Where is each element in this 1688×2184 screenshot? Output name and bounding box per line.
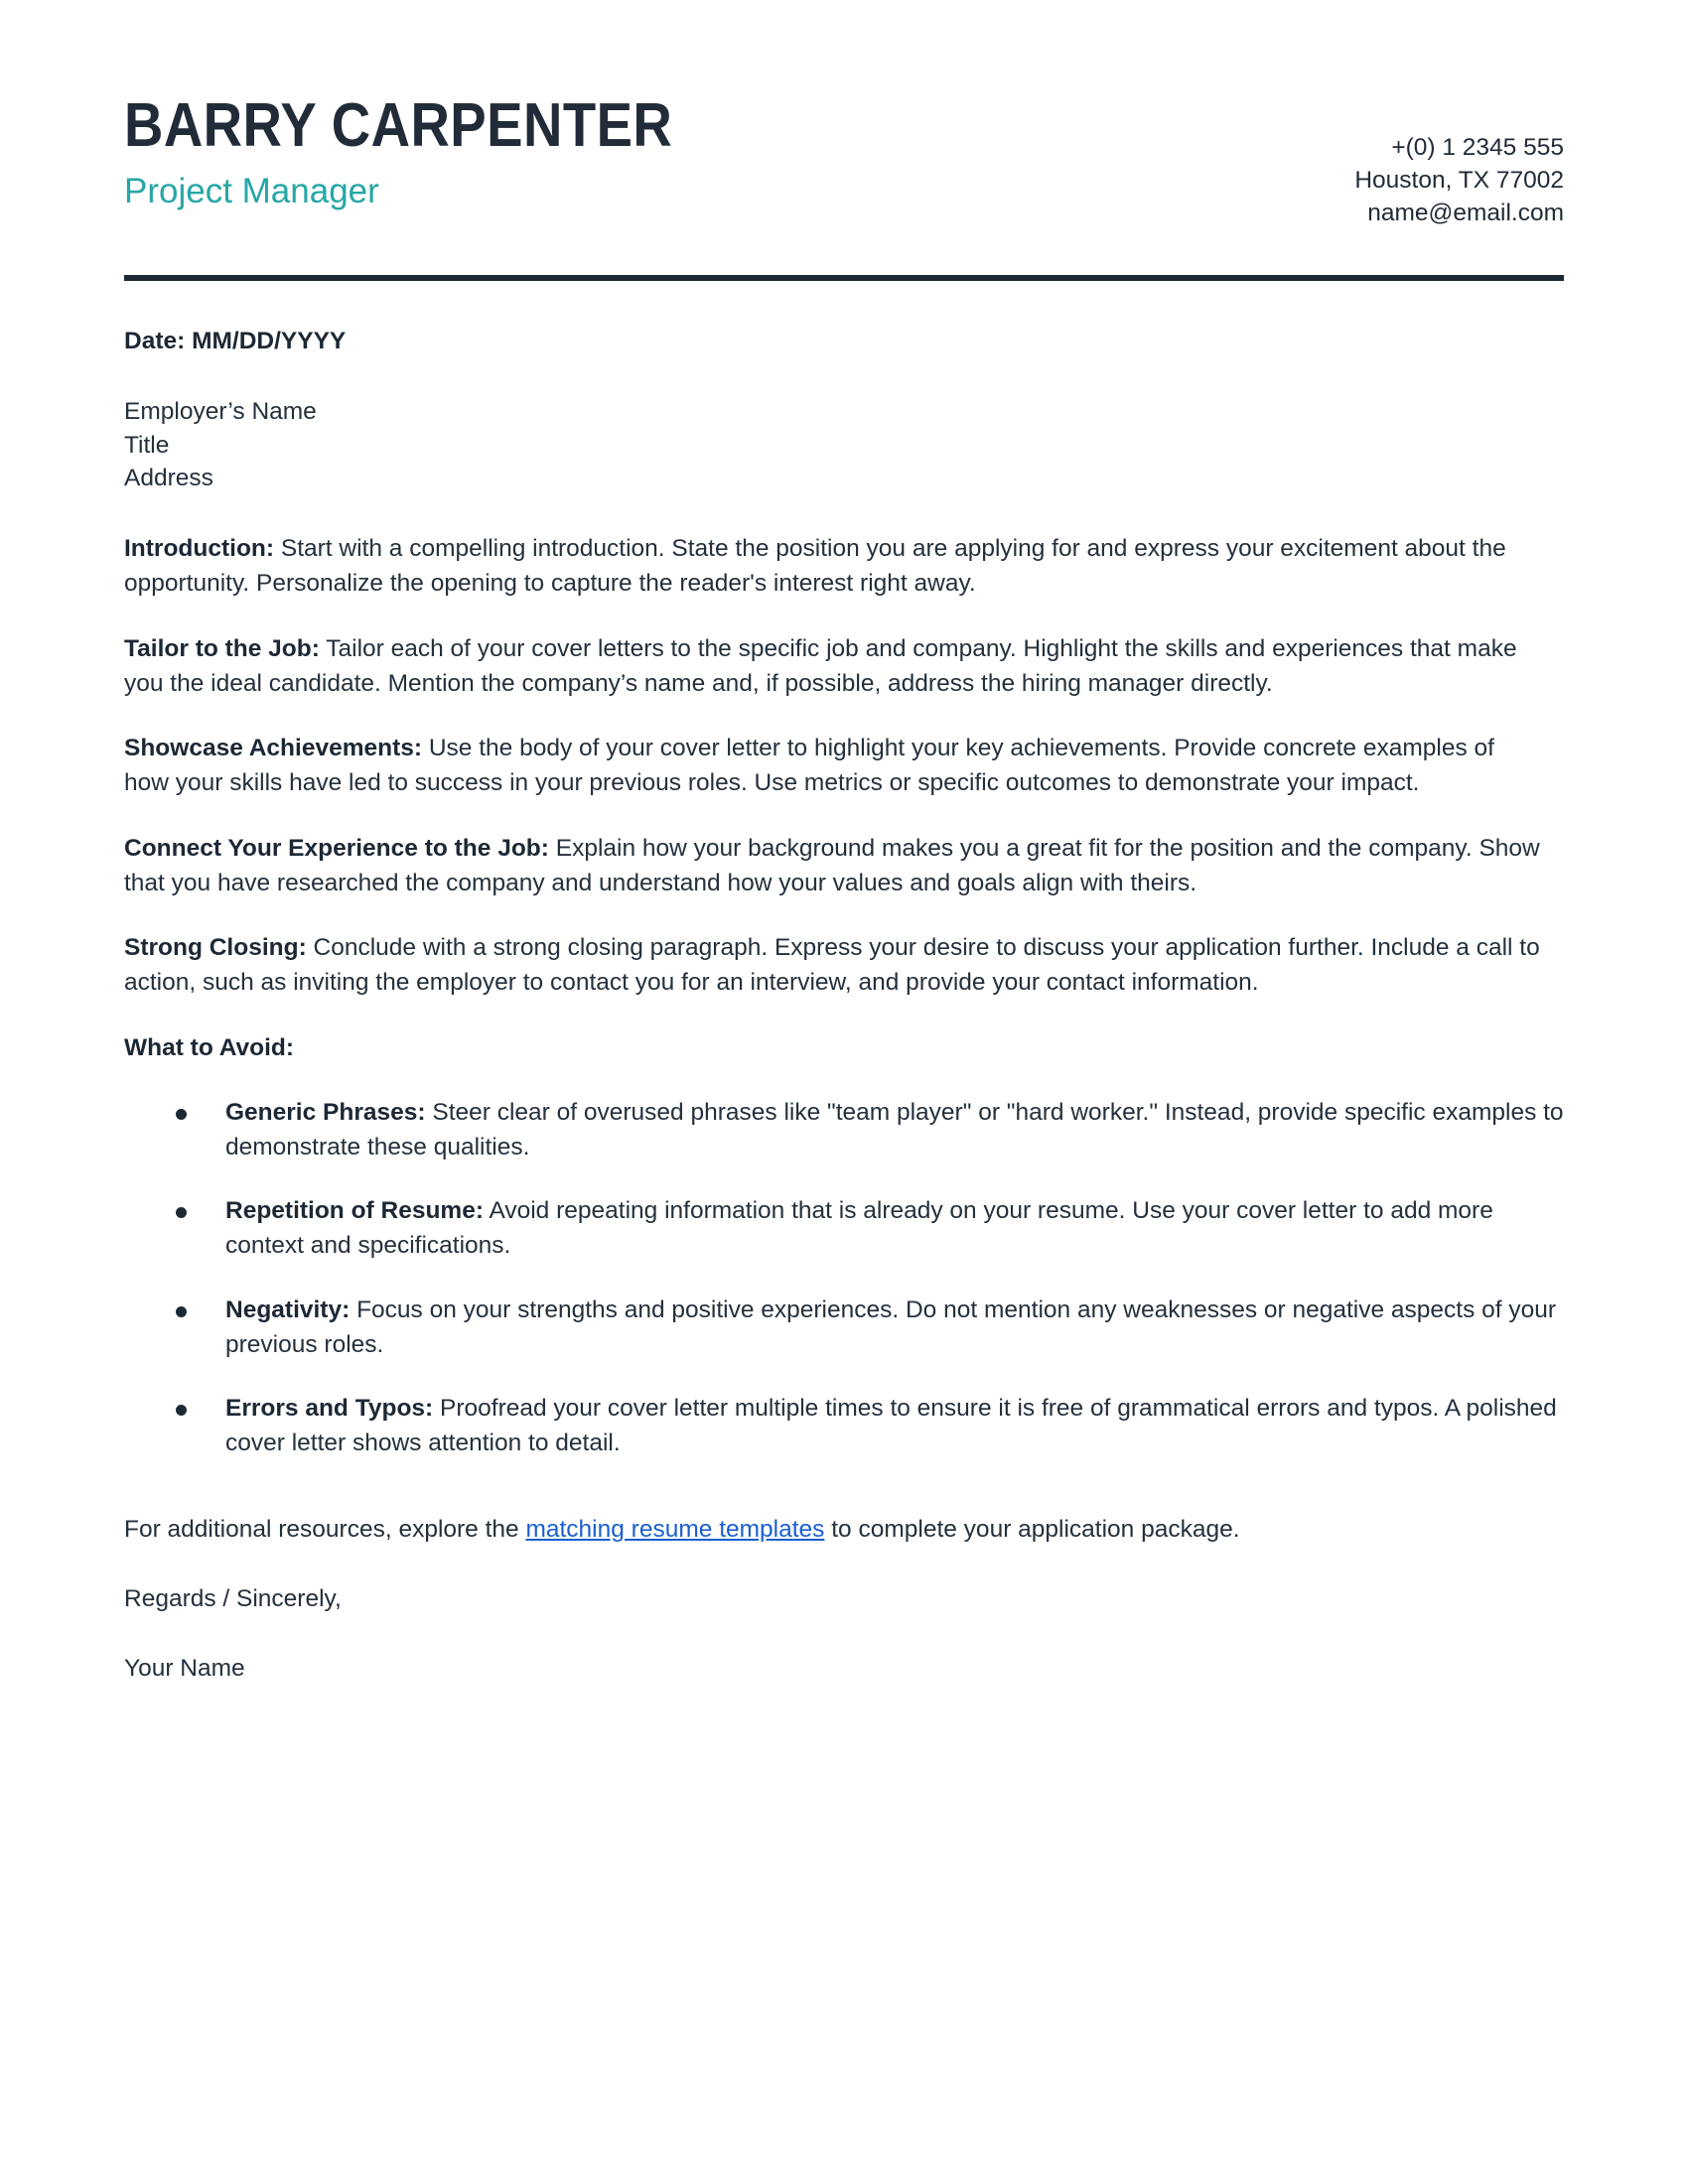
contact-location: Houston, TX 77002 <box>1354 166 1564 194</box>
bullet-dot-icon <box>176 1306 187 1317</box>
recipient-title: Title <box>124 431 170 459</box>
resources-suffix: to complete your application package. <box>824 1516 1240 1544</box>
paragraph-introduction <box>124 532 1542 602</box>
resources-line <box>124 1513 1564 1548</box>
contact-email: name@email.com <box>1367 199 1564 226</box>
paragraph-lead: Introduction: <box>124 535 275 563</box>
paragraph-text: Use the body of your cover letter to highlight your key achievements. Provide concrete examples of how your skills have led to success in your previous roles. Use metrics or specific outcomes to demonstrate your impact. <box>124 735 1494 797</box>
paragraph-text: Start with a compelling introduction. State the position you are applying for and express your excitement about the opportunity. Personalize the opening to capture the reader's interest right away. <box>124 535 1506 597</box>
paragraph-text: Explain how your background makes you a great fit for the position and the company. Show that you have researched the company and understand how your values and goals align with theirs. <box>124 834 1540 896</box>
paragraph-tailor-to-the-job <box>124 632 1542 702</box>
paragraph-lead: Connect Your Experience to the Job: <box>124 834 549 862</box>
paragraph-text: Conclude with a strong closing paragraph. Express your desire to discuss your application further. Include a call to action, such as inviting the employer to contact you for an interview, and provide your contact information. <box>124 934 1540 997</box>
list-item-text: Proofread your cover letter multiple times to ensure it is free of grammatical errors and typos. A polished cover letter shows attention to detail. <box>225 1395 1557 1457</box>
list-item <box>176 1194 1564 1264</box>
paragraph-lead: Showcase Achievements: <box>124 735 423 762</box>
list-item <box>176 1096 1564 1165</box>
paragraph-strong-closing <box>124 931 1542 1001</box>
bullet-dot-icon <box>176 1109 187 1120</box>
paragraph-lead: Strong Closing: <box>124 934 307 962</box>
list-item-text: Steer clear of overused phrases like "team player" or "hard worker." Instead, provide specific examples to demonstrate these qualities. <box>225 1098 1564 1160</box>
paragraph-connect-experience <box>124 832 1542 901</box>
list-item-lead: Repetition of Resume: <box>225 1197 484 1225</box>
paragraph-text: Tailor each of your cover letters to the specific job and company. Highlight the skills and experiences that make you the ideal candidate. Mention the company’s name and, if possible, address the hiring manager directly. <box>124 634 1517 697</box>
contact-block <box>1354 94 1564 229</box>
list-item <box>176 1294 1564 1363</box>
contact-phone: +(0) 1 2345 555 <box>1391 134 1564 161</box>
what-to-avoid-heading: What to Avoid: <box>124 1034 295 1062</box>
list-item-lead: Negativity: <box>225 1296 351 1323</box>
recipient-employer-name: Employer’s Name <box>124 398 317 426</box>
signature-name: Your Name <box>124 1654 245 1682</box>
list-item-lead: Generic Phrases: <box>225 1098 426 1126</box>
list-item <box>176 1392 1564 1461</box>
matching-resume-templates-link[interactable]: matching resume templates <box>525 1516 825 1544</box>
recipient-block <box>124 395 1564 494</box>
sign-off: Regards / Sincerely, <box>124 1584 342 1612</box>
bullet-dot-icon <box>176 1207 187 1218</box>
bullet-dot-icon <box>176 1405 187 1416</box>
recipient-address: Address <box>124 464 213 491</box>
job-title: Project Manager <box>124 172 379 211</box>
list-item-text: Focus on your strengths and positive experiences. Do not mention any weaknesses or negative aspects of your previous roles. <box>225 1296 1557 1358</box>
page-title: BARRY CARPENTER <box>124 91 673 160</box>
paragraph-lead: Tailor to the Job: <box>124 634 320 662</box>
letter-body <box>124 281 1564 1686</box>
list-item-lead: Errors and Typos: <box>225 1395 434 1423</box>
identity-block <box>124 91 748 211</box>
what-to-avoid-list <box>124 1096 1564 1461</box>
resources-prefix: For additional resources, explore the <box>124 1516 526 1544</box>
date-line: Date: MM/DD/YYYY <box>124 328 347 355</box>
list-item-text: Avoid repeating information that is already on your resume. Use your cover letter to add more context and specifications. <box>225 1197 1493 1260</box>
letter-header <box>124 0 1564 229</box>
paragraph-showcase-achievements <box>124 732 1542 801</box>
closing-block <box>124 1461 1564 1686</box>
